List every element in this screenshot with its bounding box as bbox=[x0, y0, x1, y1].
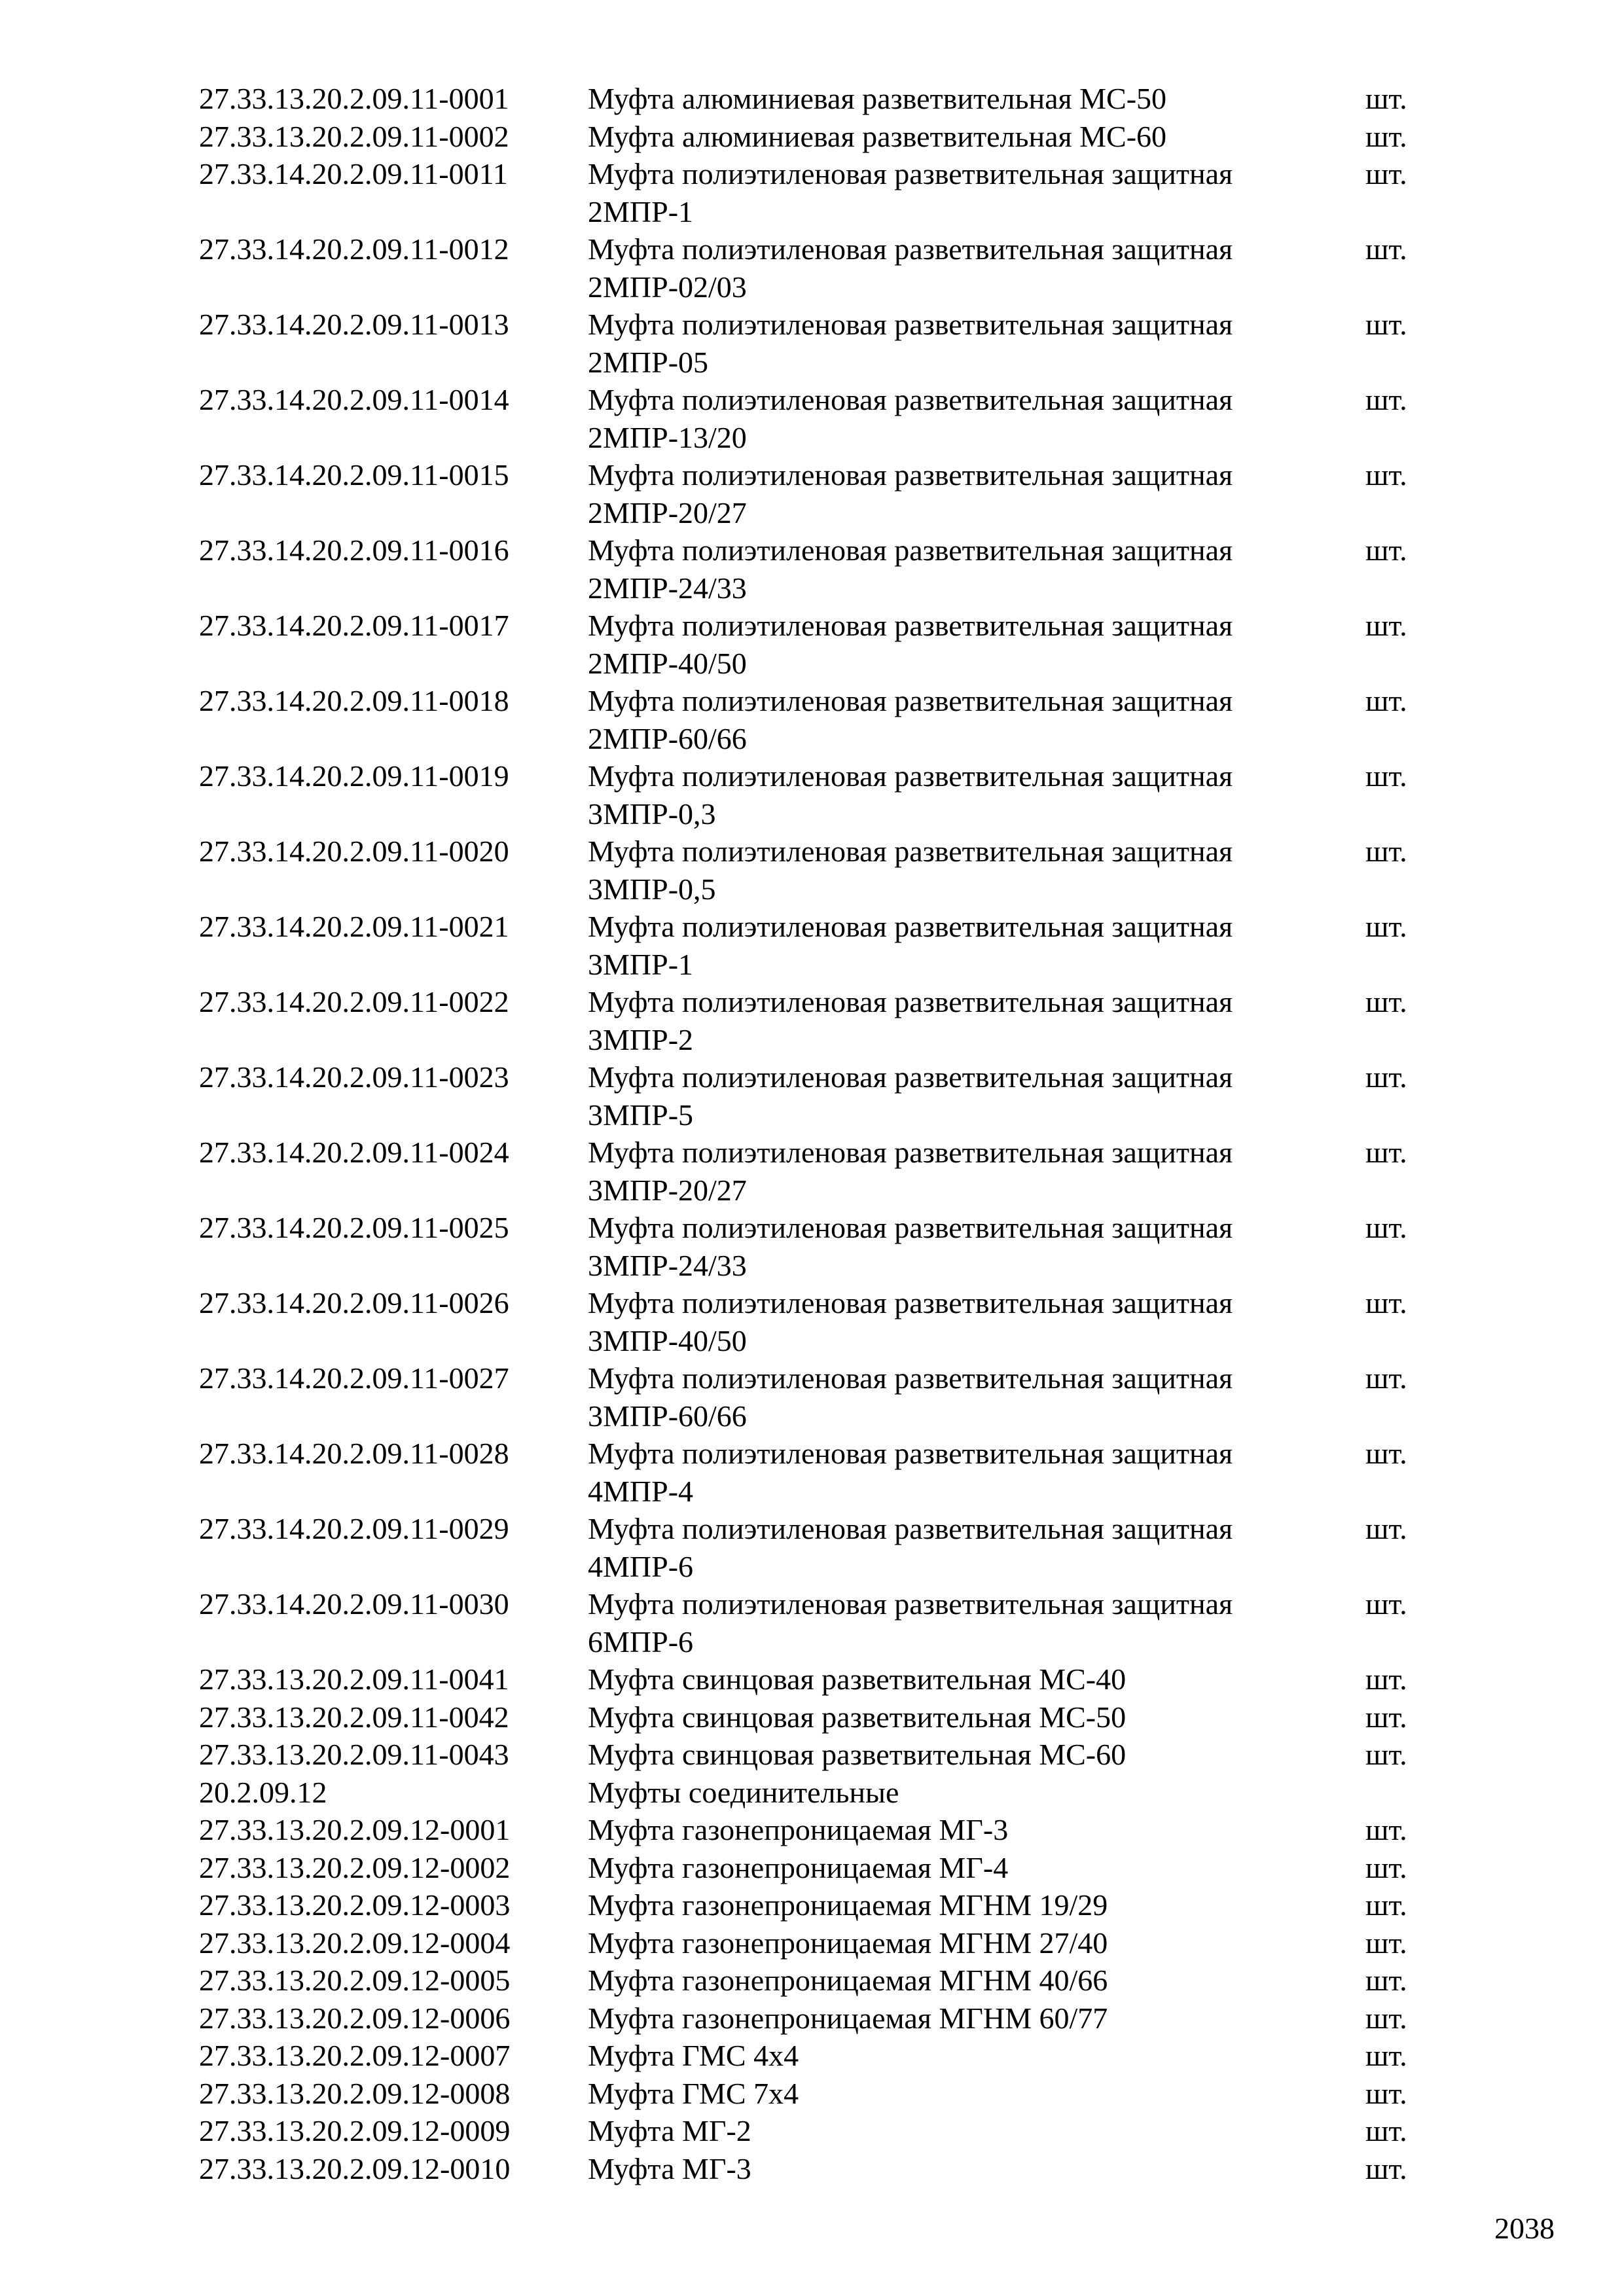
item-name-line: Муфта полиэтиленовая разветвительная защитная bbox=[588, 383, 1233, 416]
item-name bbox=[588, 607, 1308, 682]
item-code: 27.33.13.20.2.09.12-0005 bbox=[199, 1964, 511, 1997]
item-name-line: Муфта газонепроницаемая МГНМ 60/77 bbox=[588, 2001, 1108, 2035]
item-code: 27.33.14.20.2.09.11-0021 bbox=[199, 910, 509, 943]
item-code: 27.33.14.20.2.09.11-0012 bbox=[199, 232, 509, 266]
item-name-line: Муфта ГМС 7х4 bbox=[588, 2076, 799, 2110]
item-name bbox=[588, 1660, 1308, 1698]
item-unit: шт. bbox=[1365, 1700, 1407, 1734]
item-name-line: 3МПР-2 bbox=[588, 1022, 694, 1056]
item-unit: шт. bbox=[1365, 157, 1407, 190]
item-code: 27.33.13.20.2.09.11-0043 bbox=[199, 1738, 509, 1771]
item-unit: шт. bbox=[1365, 759, 1407, 793]
item-code: 27.33.13.20.2.09.11-0041 bbox=[199, 1662, 509, 1696]
item-name bbox=[588, 2075, 1308, 2113]
item-name-line: 3МПР-5 bbox=[588, 1098, 694, 1132]
item-name-line: Муфта полиэтиленовая разветвительная защитная bbox=[588, 533, 1233, 567]
item-unit: шт. bbox=[1365, 684, 1407, 717]
item-name bbox=[588, 757, 1308, 833]
item-name-line: Муфта ГМС 4х4 bbox=[588, 2039, 799, 2072]
item-unit: шт. bbox=[1365, 308, 1407, 341]
item-name bbox=[588, 2150, 1308, 2188]
item-name bbox=[588, 230, 1308, 306]
item-name-line: 3МПР-0,5 bbox=[588, 872, 716, 906]
item-code: 27.33.14.20.2.09.11-0029 bbox=[199, 1512, 509, 1545]
item-name-line: Муфта полиэтиленовая разветвительная защитная bbox=[588, 1512, 1233, 1545]
item-name-line: 2МПР-60/66 bbox=[588, 721, 747, 755]
item-name-line: 2МПР-1 bbox=[588, 194, 694, 228]
item-name bbox=[588, 1811, 1308, 1849]
item-name-line: Муфта газонепроницаемая МГНМ 19/29 bbox=[588, 1888, 1108, 1922]
item-name-line: 3МПР-24/33 bbox=[588, 1248, 747, 1282]
item-name-line: Муфта полиэтиленовая разветвительная защитная bbox=[588, 308, 1233, 341]
item-code: 27.33.14.20.2.09.11-0026 bbox=[199, 1286, 509, 1319]
item-code: 27.33.14.20.2.09.11-0020 bbox=[199, 834, 509, 868]
item-name bbox=[588, 1924, 1308, 1962]
item-unit: шт. bbox=[1365, 985, 1407, 1018]
item-name bbox=[588, 118, 1308, 156]
item-name bbox=[588, 1774, 1308, 1812]
item-name bbox=[588, 155, 1308, 230]
item-name-line: 3МПР-40/50 bbox=[588, 1323, 747, 1357]
item-unit: шт. bbox=[1365, 2151, 1407, 2185]
item-code: 27.33.14.20.2.09.11-0022 bbox=[199, 985, 509, 1018]
item-name bbox=[588, 80, 1308, 118]
item-name bbox=[588, 1359, 1308, 1435]
item-name-line: 6МПР-6 bbox=[588, 1624, 694, 1659]
item-code: 20.2.09.12 bbox=[199, 1775, 327, 1809]
item-code: 27.33.13.20.2.09.12-0001 bbox=[199, 1813, 511, 1846]
item-name-line: Муфта свинцовая разветвительная МС-40 bbox=[588, 1662, 1127, 1696]
item-unit: шт. bbox=[1365, 2039, 1407, 2072]
item-unit: шт. bbox=[1365, 910, 1407, 943]
item-code: 27.33.14.20.2.09.11-0019 bbox=[199, 759, 509, 793]
item-unit: шт. bbox=[1365, 609, 1407, 642]
item-code: 27.33.14.20.2.09.11-0015 bbox=[199, 458, 509, 492]
item-name-line: Муфта полиэтиленовая разветвительная защитная bbox=[588, 1060, 1233, 1094]
item-unit: шт. bbox=[1365, 1437, 1407, 1470]
item-name bbox=[588, 983, 1308, 1058]
item-name-line: Муфта полиэтиленовая разветвительная защитная bbox=[588, 684, 1233, 717]
item-name-line: Муфта полиэтиленовая разветвительная защитная bbox=[588, 910, 1233, 943]
item-name-line: Муфта свинцовая разветвительная МС-50 bbox=[588, 1700, 1127, 1734]
item-name bbox=[588, 1058, 1308, 1134]
item-code: 27.33.14.20.2.09.11-0024 bbox=[199, 1136, 509, 1169]
item-name-line: Муфта алюминиевая разветвительная МС-60 bbox=[588, 119, 1167, 153]
item-name bbox=[588, 1284, 1308, 1359]
item-code: 27.33.13.20.2.09.12-0010 bbox=[199, 2151, 511, 2185]
item-name bbox=[588, 1209, 1308, 1284]
item-code: 27.33.13.20.2.09.12-0008 bbox=[199, 2076, 511, 2110]
item-name-line: Муфта полиэтиленовая разветвительная защитная bbox=[588, 1587, 1233, 1621]
item-code: 27.33.13.20.2.09.11-0001 bbox=[199, 82, 509, 115]
item-name bbox=[588, 1698, 1308, 1736]
item-name bbox=[588, 682, 1308, 757]
item-unit: шт. bbox=[1365, 1211, 1407, 1244]
item-code: 27.33.14.20.2.09.11-0017 bbox=[199, 609, 509, 642]
item-name bbox=[588, 531, 1308, 607]
item-unit: шт. bbox=[1365, 1060, 1407, 1094]
item-name-line: Муфта газонепроницаемая МГНМ 27/40 bbox=[588, 1926, 1108, 1960]
item-name-line: 2МПР-20/27 bbox=[588, 495, 747, 529]
item-name bbox=[588, 381, 1308, 456]
item-unit: шт. bbox=[1365, 119, 1407, 153]
item-name-line: Муфта газонепроницаемая МГ-4 bbox=[588, 1850, 1009, 1884]
item-code: 27.33.14.20.2.09.11-0013 bbox=[199, 308, 509, 341]
item-name-line: Муфта полиэтиленовая разветвительная защитная bbox=[588, 232, 1233, 266]
item-name-line: Муфта полиэтиленовая разветвительная защитная bbox=[588, 1437, 1233, 1470]
item-unit: шт. bbox=[1365, 1964, 1407, 1997]
item-unit: шт. bbox=[1365, 1286, 1407, 1319]
item-name-line: Муфта полиэтиленовая разветвительная защитная bbox=[588, 1361, 1233, 1395]
item-name-line: Муфта МГ-2 bbox=[588, 2114, 751, 2147]
item-name-line: Муфта полиэтиленовая разветвительная защитная bbox=[588, 1136, 1233, 1169]
item-name bbox=[588, 2112, 1308, 2150]
item-name-line: Муфта полиэтиленовая разветвительная защитная bbox=[588, 834, 1233, 868]
item-name-line: Муфта газонепроницаемая МГНМ 40/66 bbox=[588, 1964, 1108, 1997]
item-unit: шт. bbox=[1365, 1361, 1407, 1395]
item-name bbox=[588, 456, 1308, 531]
item-name bbox=[588, 2037, 1308, 2075]
item-code: 27.33.14.20.2.09.11-0028 bbox=[199, 1437, 509, 1470]
item-code: 27.33.14.20.2.09.11-0027 bbox=[199, 1361, 509, 1395]
item-unit: шт. bbox=[1365, 1813, 1407, 1846]
item-code: 27.33.13.20.2.09.12-0007 bbox=[199, 2039, 511, 2072]
item-unit: шт. bbox=[1365, 1662, 1407, 1696]
item-name-line: Муфта полиэтиленовая разветвительная защитная bbox=[588, 157, 1233, 190]
item-unit: шт. bbox=[1365, 1850, 1407, 1884]
item-name-line: 2МПР-24/33 bbox=[588, 571, 747, 605]
item-name bbox=[588, 833, 1308, 908]
item-name-line: Муфта газонепроницаемая МГ-3 bbox=[588, 1813, 1009, 1846]
item-name bbox=[588, 1585, 1308, 1660]
item-unit: шт. bbox=[1365, 2076, 1407, 2110]
item-name-line: Муфта алюминиевая разветвительная МС-50 bbox=[588, 82, 1167, 115]
item-code: 27.33.14.20.2.09.11-0016 bbox=[199, 533, 509, 567]
item-name-line: 2МПР-02/03 bbox=[588, 270, 747, 304]
item-code: 27.33.13.20.2.09.12-0002 bbox=[199, 1850, 511, 1884]
item-unit: шт. bbox=[1365, 1926, 1407, 1960]
item-unit: шт. bbox=[1365, 1738, 1407, 1771]
item-name-line: Муфта полиэтиленовая разветвительная защитная bbox=[588, 1286, 1233, 1319]
item-name-line: Муфта полиэтиленовая разветвительная защитная bbox=[588, 985, 1233, 1018]
item-name-line: Муфта свинцовая разветвительная МС-60 bbox=[588, 1738, 1127, 1771]
item-name-line: 3МПР-1 bbox=[588, 947, 694, 981]
item-name-line: 3МПР-20/27 bbox=[588, 1173, 747, 1207]
item-unit: шт. bbox=[1365, 1512, 1407, 1545]
item-unit: шт. bbox=[1365, 1587, 1407, 1621]
item-name-line: Муфта МГ-3 bbox=[588, 2151, 751, 2185]
item-code: 27.33.13.20.2.09.11-0042 bbox=[199, 1700, 509, 1734]
item-name bbox=[588, 1510, 1308, 1585]
item-name-line: 3МПР-60/66 bbox=[588, 1399, 747, 1433]
page-number: 2038 bbox=[1494, 2212, 1555, 2245]
item-name bbox=[588, 306, 1308, 381]
item-name-line: 2МПР-40/50 bbox=[588, 646, 747, 680]
item-name-line: 4МПР-6 bbox=[588, 1549, 694, 1583]
item-name bbox=[588, 1435, 1308, 1510]
item-name-line: 2МПР-05 bbox=[588, 345, 709, 379]
item-code: 27.33.13.20.2.09.12-0004 bbox=[199, 1926, 511, 1960]
item-name-line: Муфта полиэтиленовая разветвительная защитная bbox=[588, 1211, 1233, 1244]
item-name-line: Муфта полиэтиленовая разветвительная защитная bbox=[588, 609, 1233, 642]
item-unit: шт. bbox=[1365, 232, 1407, 266]
item-unit: шт. bbox=[1365, 533, 1407, 567]
item-code: 27.33.14.20.2.09.11-0011 bbox=[199, 157, 508, 190]
item-unit: шт. bbox=[1365, 1136, 1407, 1169]
item-name-line: 3МПР-0,3 bbox=[588, 797, 716, 831]
item-unit: шт. bbox=[1365, 383, 1407, 416]
item-code: 27.33.13.20.2.09.12-0006 bbox=[199, 2001, 511, 2035]
item-unit: шт. bbox=[1365, 2114, 1407, 2147]
item-code: 27.33.13.20.2.09.12-0003 bbox=[199, 1888, 511, 1922]
item-name bbox=[588, 1134, 1308, 1209]
item-name-line: Муфта полиэтиленовая разветвительная защитная bbox=[588, 759, 1233, 793]
item-code: 27.33.13.20.2.09.11-0002 bbox=[199, 119, 509, 153]
item-unit: шт. bbox=[1365, 1888, 1407, 1922]
item-unit: шт. bbox=[1365, 458, 1407, 492]
item-code: 27.33.14.20.2.09.11-0018 bbox=[199, 684, 509, 717]
item-name bbox=[588, 1886, 1308, 1924]
item-code: 27.33.13.20.2.09.12-0009 bbox=[199, 2114, 511, 2147]
item-name bbox=[588, 1962, 1308, 2000]
item-unit: шт. bbox=[1365, 2001, 1407, 2035]
item-unit: шт. bbox=[1365, 834, 1407, 868]
item-name bbox=[588, 2000, 1308, 2037]
item-name bbox=[588, 908, 1308, 983]
item-code: 27.33.14.20.2.09.11-0025 bbox=[199, 1211, 509, 1244]
item-name-line: 4МПР-4 bbox=[588, 1474, 694, 1508]
item-code: 27.33.14.20.2.09.11-0030 bbox=[199, 1587, 509, 1621]
item-name-line: Муфта полиэтиленовая разветвительная защитная bbox=[588, 458, 1233, 492]
item-name bbox=[588, 1849, 1308, 1887]
item-unit: шт. bbox=[1365, 82, 1407, 115]
item-name-line: Муфты соединительные bbox=[588, 1775, 899, 1809]
item-name bbox=[588, 1736, 1308, 1774]
item-name-line: 2МПР-13/20 bbox=[588, 420, 747, 454]
item-code: 27.33.14.20.2.09.11-0014 bbox=[199, 383, 509, 416]
item-code: 27.33.14.20.2.09.11-0023 bbox=[199, 1060, 509, 1094]
